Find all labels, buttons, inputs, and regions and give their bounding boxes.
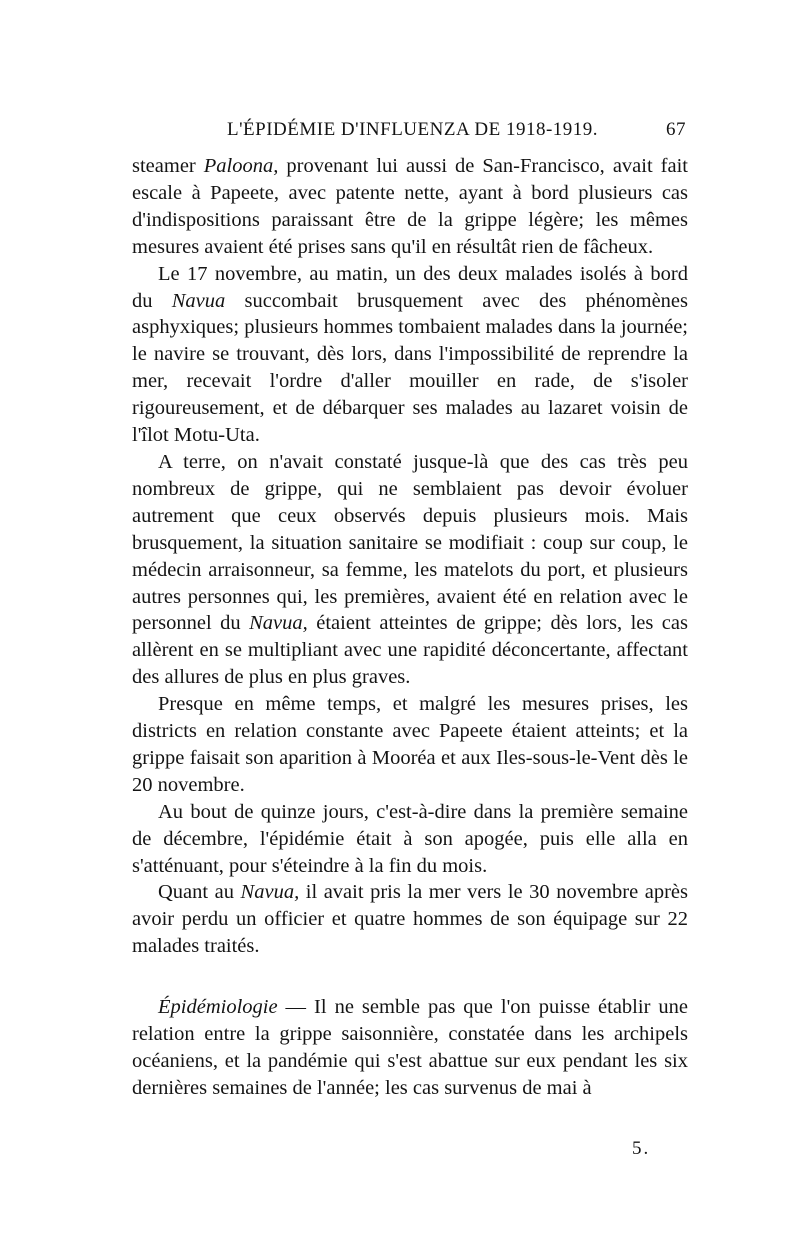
paragraph-epidemiologie [132,994,688,1102]
paragraph-a-terre [132,449,688,691]
page-number: 67 [666,119,686,140]
ship-name-navua: Navua, [240,881,300,904]
paragraph-text: il avait pris la mer vers le 30 novembre après avoir perdu un officier et quatre hommes de son équipage sur 22 malades traités. [132,881,688,958]
running-header [132,119,686,147]
paragraph-17-novembre [132,261,688,449]
paragraph-steamer-paloona [132,153,688,261]
signature-mark: 5. [632,1138,651,1159]
paragraph-text: Le 17 novembre, au matin, un des deux malades isolés à bord du [132,262,688,312]
paragraph-quant-au-navua [132,879,688,960]
ship-name-navua: Navua, [249,612,308,635]
body-text [132,153,688,1102]
running-title: L'ÉPIDÉMIE D'INFLUENZA DE 1918-1919. [227,119,599,140]
paragraph-presque: Presque en même temps, et malgré les mesures prises, les districts en relation constante avec Papeete étaient atteints; et la grippe faisait son aparition à Mooréa et aux Iles-sous-le-Vent dès le 20 novembre. [132,693,688,796]
ship-name-navua: Navua [171,289,226,312]
paragraph-text: Quant au [158,881,241,904]
paragraph-text: — Il ne semble pas que l'on puisse établir une relation entre la grippe saisonnière, constatée dans les archipels océaniens, et la pandémie qui s'est abattue sur eux pendant les six dernières semaines de l'année; les cas survenus de mai à [132,996,688,1099]
paragraph-text: succombait brusquement avec des phénomènes asphyxiques; plusieurs hommes tombaient malades dans la journée; le navire se trouvant, dès lors, dans l'impossibilité de reprendre la mer, recevait l'ordre d'aller mouiller en rade, de s'isoler rigoureusement, et de débarquer ses malades au lazaret voisin de l'îlot Motu-Uta. [132,289,688,447]
paragraph-text: étaient atteintes de grippe; dès lors, les cas allèrent en se multipliant avec une rapidité déconcertante, affectant des allures de plus en plus graves. [132,612,688,689]
section-heading: Épidémiologie [158,996,278,1019]
paragraph-text: A terre, on n'avait constaté jusque-là que des cas très peu nombreux de grippe, qui ne semblaient pas devoir évoluer autrement que ceux observés depuis plusieurs mois. Mais brusquement, la situation sanitaire se modifiait : coup sur coup, le médecin arraisonneur, sa femme, les matelots du port, et plusieurs autres personnes qui, les premières, avaient été en relation avec le personnel du [132,450,688,635]
paragraph-text: provenant lui aussi de San-Francisco, avait fait escale à Papeete, avec patente nette, ayant à bord plusieurs cas d'indispositions paraissant être de la grippe légère; les mêmes mesures avaient été prises sans qu'il en résultât rien de fâcheux. [132,155,688,258]
paragraph-au-bout: Au bout de quinze jours, c'est-à-dire dans la première semaine de décembre, l'épidémie était à son apogée, puis elle alla en s'atténuant, pour s'éteindre à la fin du mois. [132,800,688,877]
paragraph-text: steamer [132,155,204,177]
ship-name-paloona: Paloona, [203,155,279,177]
